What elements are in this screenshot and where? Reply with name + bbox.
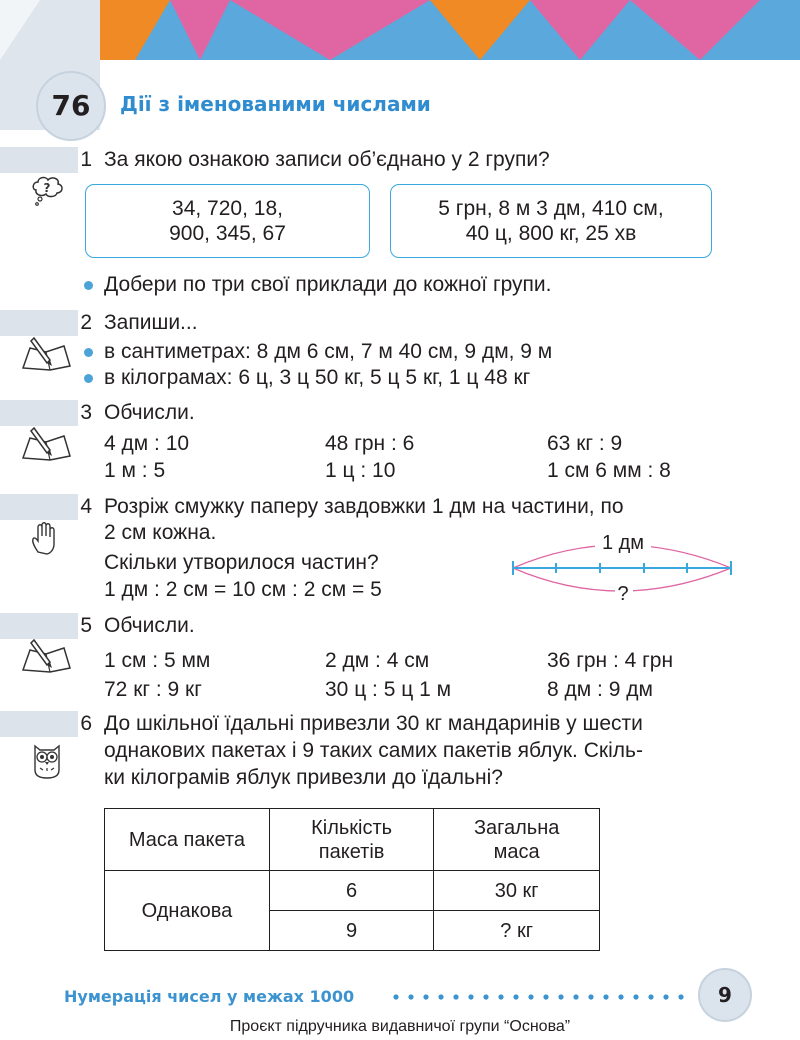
expression: 1 ц : 10 bbox=[325, 459, 396, 482]
task-number: 2 bbox=[80, 311, 92, 334]
task-tab bbox=[0, 613, 78, 639]
task-number: 3 bbox=[80, 401, 92, 424]
task-number: 4 bbox=[80, 495, 92, 518]
task3-text: Обчисли. bbox=[104, 401, 195, 424]
task6-text: ки кілограмів яблук привезли до їдальні? bbox=[104, 766, 503, 789]
expression: 1 см : 5 мм bbox=[104, 649, 211, 672]
footer-credit: Проєкт підручника видавничої групи “Основа” bbox=[229, 1018, 571, 1035]
strip-diagram bbox=[505, 528, 745, 603]
expression: 4 дм : 10 bbox=[104, 432, 190, 455]
table-cell: 6 bbox=[269, 871, 433, 911]
table-cell: Однакова bbox=[105, 871, 270, 951]
task-tab bbox=[0, 400, 78, 426]
box-line: 900, 345, 67 bbox=[169, 222, 286, 245]
page-number-badge bbox=[698, 968, 752, 1022]
task-tab bbox=[0, 711, 78, 737]
expression: 30 ц : 5 ц 1 м bbox=[325, 678, 452, 701]
lesson-number: 76 bbox=[51, 89, 91, 122]
footer-dot-leader bbox=[392, 989, 688, 1005]
table-header-cell: Кількість пакетів bbox=[269, 809, 433, 871]
table-header-cell: Загальна маса bbox=[434, 809, 600, 871]
pencil-book-icon bbox=[20, 336, 72, 372]
task-tab bbox=[0, 147, 78, 173]
owl-icon bbox=[30, 740, 64, 780]
task2-text: Запиши... bbox=[104, 311, 198, 334]
expression: 72 кг : 9 кг bbox=[104, 678, 202, 701]
box-line: 5 грн, 8 м 3 дм, 410 см, bbox=[438, 197, 664, 220]
lesson-number-badge bbox=[36, 71, 106, 141]
question-cloud-icon bbox=[30, 176, 66, 208]
task-tab bbox=[0, 494, 78, 520]
table-cell: ? кг bbox=[434, 911, 600, 951]
hand-icon bbox=[30, 522, 60, 556]
page-number: 9 bbox=[718, 983, 732, 1007]
bullet-icon bbox=[84, 281, 93, 290]
task-number: 6 bbox=[80, 712, 92, 735]
task1-text: За якою ознакою записи об’єднано у 2 групи? bbox=[104, 148, 550, 171]
box-line: 34, 720, 18, bbox=[172, 197, 283, 220]
table-cell: 30 кг bbox=[434, 871, 600, 911]
named-number-group-box bbox=[390, 184, 712, 258]
data-table bbox=[104, 808, 600, 951]
bullet-icon bbox=[84, 374, 93, 383]
task6-text: До шкільної їдальні привезли 30 кг мандаринів у шести bbox=[104, 712, 643, 735]
diagram-bottom-label: ? bbox=[617, 583, 629, 603]
task4-solution: 1 дм : 2 см = 10 см : 2 см = 5 bbox=[104, 578, 382, 601]
task-tab bbox=[0, 310, 78, 336]
task-number: 5 bbox=[80, 614, 92, 637]
task4-text: Розріж смужку паперу завдовжки 1 дм на частини, по bbox=[104, 495, 624, 518]
expression: 1 см 6 мм : 8 bbox=[547, 459, 671, 482]
lesson-title: Дії з іменованими числами bbox=[120, 92, 431, 116]
task4-question: Скільки утворилося частин? bbox=[104, 551, 379, 574]
bullet-icon bbox=[84, 348, 93, 357]
number-group-box bbox=[85, 184, 370, 258]
task2-item: в кілограмах: 6 ц, 3 ц 50 кг, 5 ц 5 кг, 1 ц 48 кг bbox=[104, 366, 531, 389]
expression: 63 кг : 9 bbox=[547, 432, 623, 455]
table-header-cell: Маса пакета bbox=[105, 809, 270, 871]
svg-text:?: ? bbox=[43, 181, 51, 195]
diagram-top-label: 1 дм bbox=[601, 532, 645, 554]
task1-bullet-text: Добери по три свої приклади до кожної групи. bbox=[104, 273, 552, 296]
box-line: 40 ц, 800 кг, 25 хв bbox=[465, 222, 637, 245]
footer-section-title: Нумерація чисел у межах 1000 bbox=[64, 987, 355, 1006]
pencil-book-icon bbox=[20, 638, 72, 674]
expression: 36 грн : 4 грн bbox=[547, 649, 674, 672]
table-cell: 9 bbox=[269, 911, 433, 951]
task5-text: Обчисли. bbox=[104, 614, 195, 637]
task2-item: в сантиметрах: 8 дм 6 см, 7 м 40 см, 9 дм, 9 м bbox=[104, 340, 553, 363]
task-number: 1 bbox=[80, 148, 92, 171]
expression: 8 дм : 9 дм bbox=[547, 678, 653, 701]
expression: 1 м : 5 bbox=[104, 459, 166, 482]
expression: 48 грн : 6 bbox=[325, 432, 415, 455]
pencil-book-icon bbox=[20, 426, 72, 462]
task6-text: однакових пакетах і 9 таких самих пакетів яблук. Скіль- bbox=[104, 739, 643, 762]
expression: 2 дм : 4 см bbox=[325, 649, 430, 672]
task4-text: 2 см кожна. bbox=[104, 521, 217, 544]
